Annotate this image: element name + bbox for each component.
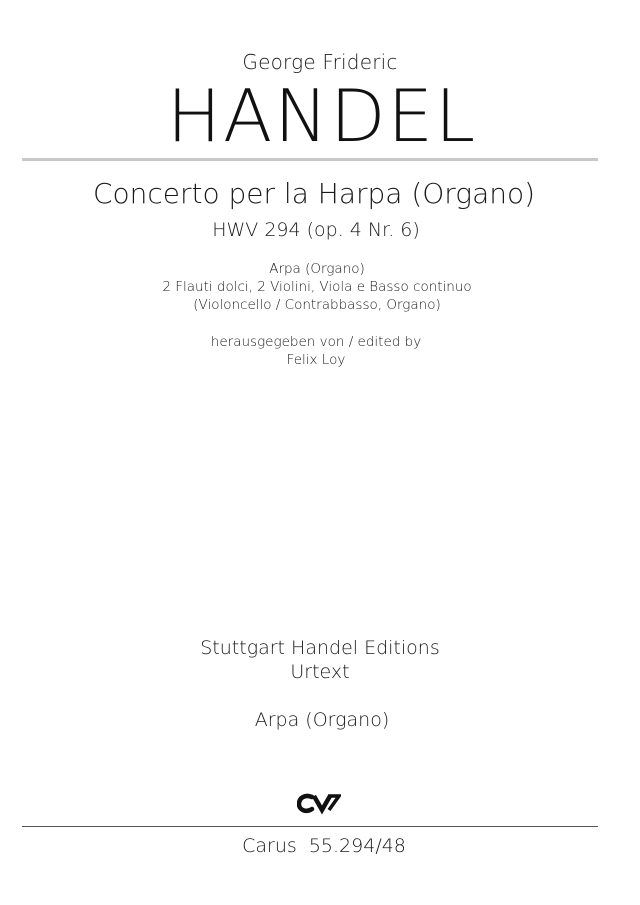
series-name: Stuttgart Handel Editions bbox=[200, 637, 440, 659]
editor-label: herausgegeben von / edited by bbox=[210, 334, 422, 350]
series-block bbox=[0, 636, 640, 684]
composer-last-name: HANDEL bbox=[166, 74, 478, 158]
editor-block bbox=[0, 333, 636, 369]
part-name: Arpa (Organo) bbox=[254, 709, 390, 731]
scoring-line: Arpa (Organo) bbox=[269, 261, 365, 277]
series-urtext: Urtext bbox=[290, 661, 350, 683]
composer-first-name: George Frideric bbox=[242, 50, 398, 74]
edition-number: Carus 55.294/48 bbox=[242, 835, 406, 857]
catalog-number: HWV 294 (op. 4 Nr. 6) bbox=[212, 219, 420, 241]
scoring-line: (Violoncello / Contrabbasso, Organo) bbox=[193, 297, 441, 313]
editor-name: Felix Loy bbox=[286, 352, 346, 368]
top-divider bbox=[22, 158, 598, 161]
work-title: Concerto per la Harpa (Organo) bbox=[92, 177, 536, 210]
scoring-line: 2 Flauti dolci, 2 Violini, Viola e Basso continuo bbox=[162, 279, 472, 295]
scoring-block bbox=[0, 260, 637, 314]
carus-logo-icon bbox=[297, 790, 341, 816]
bottom-divider bbox=[22, 826, 598, 827]
